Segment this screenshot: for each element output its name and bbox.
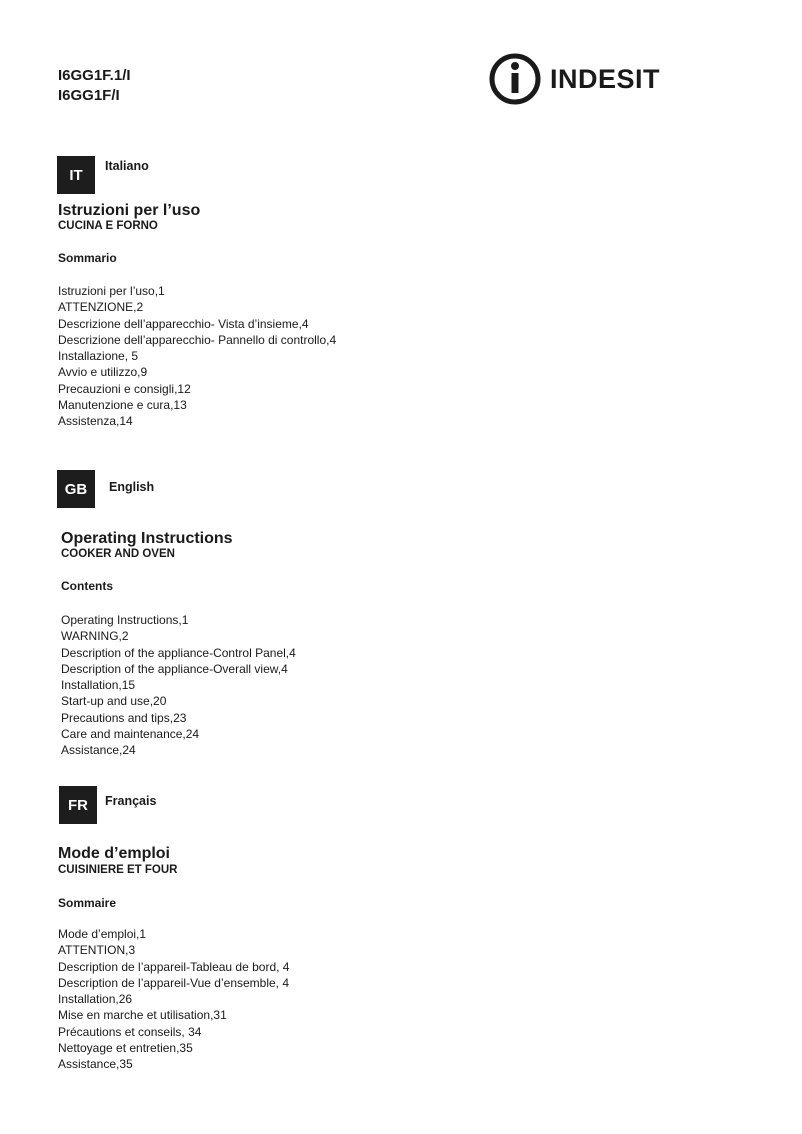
toc-item: Installation,26 xyxy=(58,992,133,1007)
toc-item: Description of the appliance-Control Panel,4 xyxy=(61,645,296,660)
toc-heading: Sommario xyxy=(58,251,117,265)
toc-item: Precauzioni e consigli,12 xyxy=(58,381,191,396)
toc-item: Description of the appliance-Overall view,4 xyxy=(61,661,288,676)
model-numbers xyxy=(58,66,131,106)
toc-item: Précautions et conseils, 34 xyxy=(58,1024,202,1039)
toc-item: Mise en marche et utilisation,31 xyxy=(58,1008,227,1023)
toc-list xyxy=(58,283,336,430)
toc-list xyxy=(61,612,296,759)
section-title: Istruzioni per l’uso xyxy=(58,202,201,219)
toc-item: Description de l’appareil-Tableau de bord, 4 xyxy=(58,959,290,974)
toc-item: Manutenzione e cura,13 xyxy=(58,398,187,413)
section-subtitle: CUISINIERE ET FOUR xyxy=(58,864,178,876)
language-name: Italiano xyxy=(105,159,149,173)
toc-item: Assistance,24 xyxy=(61,743,136,758)
toc-item: Operating Instructions,1 xyxy=(61,613,189,627)
model-number: I6GG1F.1/I xyxy=(58,67,131,84)
toc-item: WARNING,2 xyxy=(61,629,129,644)
toc-heading: Contents xyxy=(61,579,113,593)
toc-item: Mode d’emploi,1 xyxy=(58,927,147,941)
brand-logo-mark xyxy=(488,52,542,106)
toc-item: Installazione, 5 xyxy=(58,349,139,364)
toc-item: Assistenza,14 xyxy=(58,414,133,429)
toc-item: Start-up and use,20 xyxy=(61,694,167,709)
toc-heading: Sommaire xyxy=(58,896,117,910)
toc-item: ATTENZIONE,2 xyxy=(58,300,144,315)
toc-item: Precautions and tips,23 xyxy=(61,710,187,725)
language-badge: FR xyxy=(59,786,97,824)
toc-item: Installation,15 xyxy=(61,678,136,693)
toc-item: Assistance,35 xyxy=(58,1057,133,1072)
section-title: Operating Instructions xyxy=(61,530,233,547)
model-number: I6GG1F/I xyxy=(58,87,120,104)
toc-item: ATTENTION,3 xyxy=(58,943,136,958)
language-badge: IT xyxy=(57,156,95,194)
toc-item: Nettoyage et entretien,35 xyxy=(58,1041,193,1056)
brand-wordmark: INDESIT xyxy=(550,63,661,94)
section-subtitle: COOKER AND OVEN xyxy=(61,548,175,560)
language-name: English xyxy=(109,480,155,494)
toc-item: Descrizione dell’apparecchio- Pannello di controllo,4 xyxy=(58,332,337,347)
toc-item: Istruzioni per l’uso,1 xyxy=(58,284,165,298)
section-title: Mode d’emploi xyxy=(58,845,170,862)
toc-item: Description de l’appareil-Vue d’ensemble, 4 xyxy=(58,975,290,990)
toc-item: Descrizione dell’apparecchio- Vista d’insieme,4 xyxy=(58,316,309,331)
toc-list xyxy=(58,926,289,1073)
section-subtitle: CUCINA E FORNO xyxy=(58,220,158,232)
language-name: Français xyxy=(105,794,157,808)
language-badge: GB xyxy=(57,470,95,508)
brand-logo xyxy=(488,52,688,106)
toc-item: Avvio e utilizzo,9 xyxy=(58,365,148,380)
toc-item: Care and maintenance,24 xyxy=(61,727,200,742)
